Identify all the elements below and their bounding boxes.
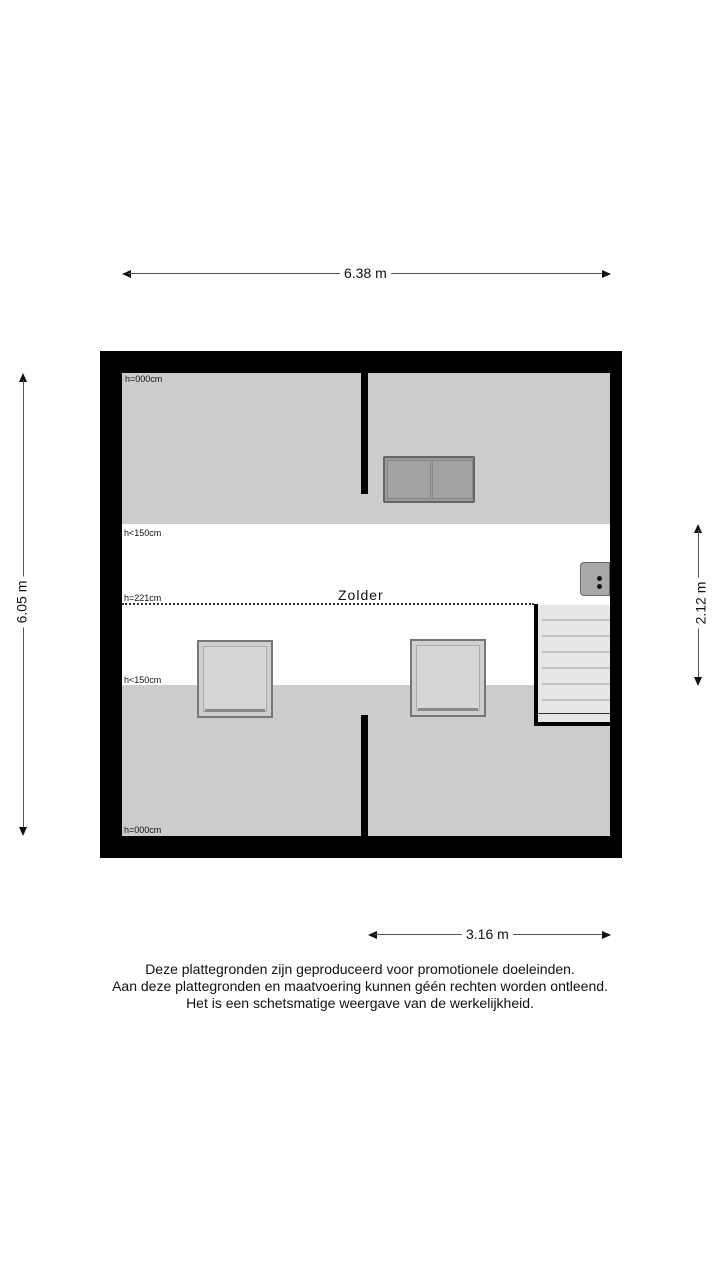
room-label: Zolder [338,587,384,603]
boiler-dot-icon [597,576,602,581]
disclaimer-line-2: Aan deze plattegronden en maatvoering kunnen géén rechten worden ontleend. [112,978,608,994]
ridge-line [122,603,534,605]
height-label-bottom: h=000cm [124,825,162,835]
arrow-down-icon [19,827,27,836]
arrow-left-icon [368,931,377,939]
sofa-seat [387,460,431,499]
dimension-label-height: 6.05 m [13,577,29,628]
dimension-label-stair-height: 2.12 m [692,578,708,629]
height-label-lower: h<150cm [124,675,162,685]
sofa-seat [432,460,473,499]
partition-wall-top [361,373,368,494]
boiler-dot-icon [597,584,602,589]
skylight-left [197,640,273,718]
disclaimer-line-1: Deze plattegronden zijn geproduceerd voor promotionele doeleinden. [145,961,575,977]
dimension-label-width: 6.38 m [340,265,391,281]
dimension-label-bottom: 3.16 m [462,926,513,942]
arrow-right-icon [602,270,611,278]
stairs [538,605,610,722]
arrow-right-icon [602,931,611,939]
height-label-top: h=000cm [125,374,163,384]
boiler [580,562,610,596]
skylight-right [410,639,486,717]
partition-wall-bottom [361,715,368,836]
height-label-upper: h<150cm [124,528,162,538]
disclaimer-line-3: Het is een schetsmatige weergave van de werkelijkheid. [186,995,534,1011]
height-label-center: h=221cm [124,593,162,603]
arrow-left-icon [122,270,131,278]
stair-wall [534,722,610,726]
sofa [383,456,475,503]
arrow-down-icon [694,677,702,686]
